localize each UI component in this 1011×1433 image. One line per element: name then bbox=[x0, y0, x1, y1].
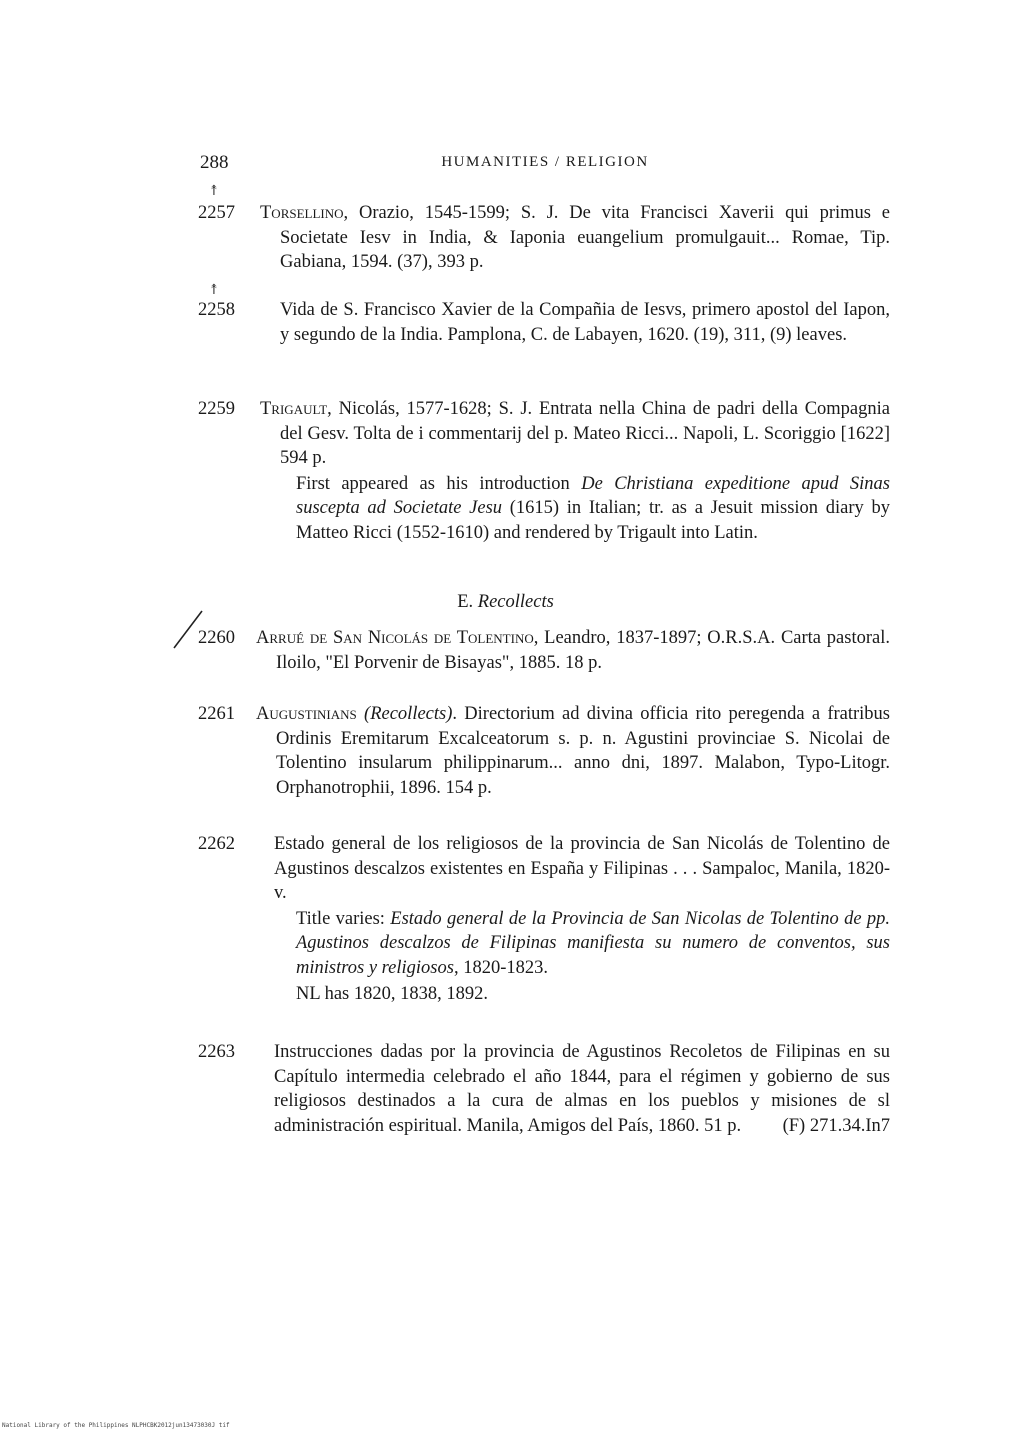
entry-note bbox=[296, 907, 890, 981]
entry-text bbox=[256, 702, 890, 800]
entry-text bbox=[260, 397, 890, 545]
pencil-mark-icon: ↟ bbox=[208, 283, 220, 298]
entry-text bbox=[256, 626, 890, 675]
call-number: (F) 271.34.In7 bbox=[782, 1115, 890, 1136]
entry-holdings: NL has 1820, 1838, 1892. bbox=[296, 984, 489, 1004]
entry-citation: . Directorium ad divina officia rito peregenda a fratribus Ordinis Eremitarum Excalceatorum s. p. n. Agustini provinciae S. Nicolai de Tolentino insularum philippinarum... anno dni, 1897. Malabon, Typo-Litogr. Orphanotrophii, 1896. 154 p. bbox=[276, 704, 890, 798]
entry-author: Torsellino bbox=[260, 203, 344, 223]
entry-text bbox=[260, 201, 890, 275]
page-header bbox=[200, 152, 890, 176]
entry-citation: , Nicolás, 1577-1628; S. J. Entrata nella China de padri della Compagnia del Gesv. Tolta de i commentarij del p. Mateo Ricci... Napoli, L. Scoriggio [1622] 594 p. bbox=[280, 399, 890, 468]
entry-number: 2263 bbox=[198, 1042, 235, 1062]
entry-citation: , Leandro, 1837-1897; O.R.S.A. Carta pastoral. Iloilo, "El Porvenir de Bisayas", 1885. 18 p. bbox=[276, 628, 890, 673]
note-title: Estado general de la Provincia de San Nicolas de Tolentino de pp. Agustinos descalzos de Filipinas manifiesta su numero de conventos, sus ministros y religiosos bbox=[296, 908, 891, 978]
entry-2263 bbox=[198, 1040, 890, 1138]
section-heading bbox=[0, 592, 1011, 613]
entry-number: 2257 bbox=[198, 203, 235, 223]
entry-number: 2260 bbox=[198, 628, 235, 648]
note-text: , 1820-1823. bbox=[453, 957, 548, 978]
entry-note bbox=[296, 472, 890, 546]
entry-author: Augustinians bbox=[256, 704, 357, 724]
entry-2261 bbox=[198, 702, 890, 800]
note-text: First appeared as his introduction bbox=[296, 473, 582, 494]
entry-2262 bbox=[198, 832, 890, 1007]
entry-text bbox=[274, 1040, 890, 1138]
entry-citation: Vida de S. Francisco Xavier de la Compañia de Iesvs, primero apostol del Iapon, y segundo de la India. Pamplona, C. de Labayen, 1620. (19), 311, (9) leaves. bbox=[280, 300, 890, 345]
entry-2260 bbox=[198, 626, 890, 675]
entry-citation: Instrucciones dadas por la provincia de Agustinos Recoletos de Filipinas en su Capítulo intermedia celebrado el año 1844, para el régimen y gobierno de sus religiosos destinados a la cura de almas en los pueblos y misiones de sl administración espiritual. Manila, Amigos del País, 1860. 51 p. bbox=[274, 1042, 890, 1136]
note-text: (1615) in Italian; tr. as a Jesuit mission diary by Matteo Ricci (1552-1610) and rendered by Trigault into Latin. bbox=[296, 498, 890, 543]
entry-2258 bbox=[198, 298, 890, 347]
entry-2259 bbox=[198, 397, 890, 545]
entry-text bbox=[274, 832, 890, 1007]
section-letter: E. bbox=[457, 592, 474, 612]
entry-number: 2258 bbox=[198, 300, 235, 320]
entry-2257 bbox=[198, 201, 890, 275]
entry-author-qualifier: (Recollects) bbox=[364, 704, 453, 724]
page-number: 288 bbox=[200, 152, 229, 173]
pencil-mark-icon: ↟ bbox=[208, 184, 220, 199]
entry-number: 2259 bbox=[198, 399, 235, 419]
entry-number: 2261 bbox=[198, 704, 235, 724]
note-text: Title varies: bbox=[296, 908, 391, 929]
scan-footer-stamp: National Library of the Philippines NLPHCBK2012jun13473030J tif bbox=[2, 1422, 230, 1429]
entry-author: Arrué de San Nicolás de Tolentino bbox=[256, 628, 534, 648]
entry-citation: , Orazio, 1545-1599; S. J. De vita Francisci Xaverii qui primus e Societate Iesv in India, & Iaponia euangelium promulgauit... Romae, Tip. Gabiana, 1594. (37), 393 p. bbox=[280, 203, 890, 272]
section-title: Recollects bbox=[477, 592, 554, 612]
running-head: HUMANITIES / RELIGION bbox=[441, 154, 649, 170]
entry-number: 2262 bbox=[198, 834, 235, 854]
note-title: De Christiana expeditione apud Sinas suscepta ad Societate Jesu bbox=[296, 473, 890, 518]
entry-author: Trigault bbox=[260, 399, 328, 419]
entry-citation: Estado general de los religiosos de la provincia de San Nicolás de Tolentino de Agustinos descalzos existentes en España y Filipinas . . . Sampaloc, Manila, 1820- v. bbox=[274, 834, 890, 903]
